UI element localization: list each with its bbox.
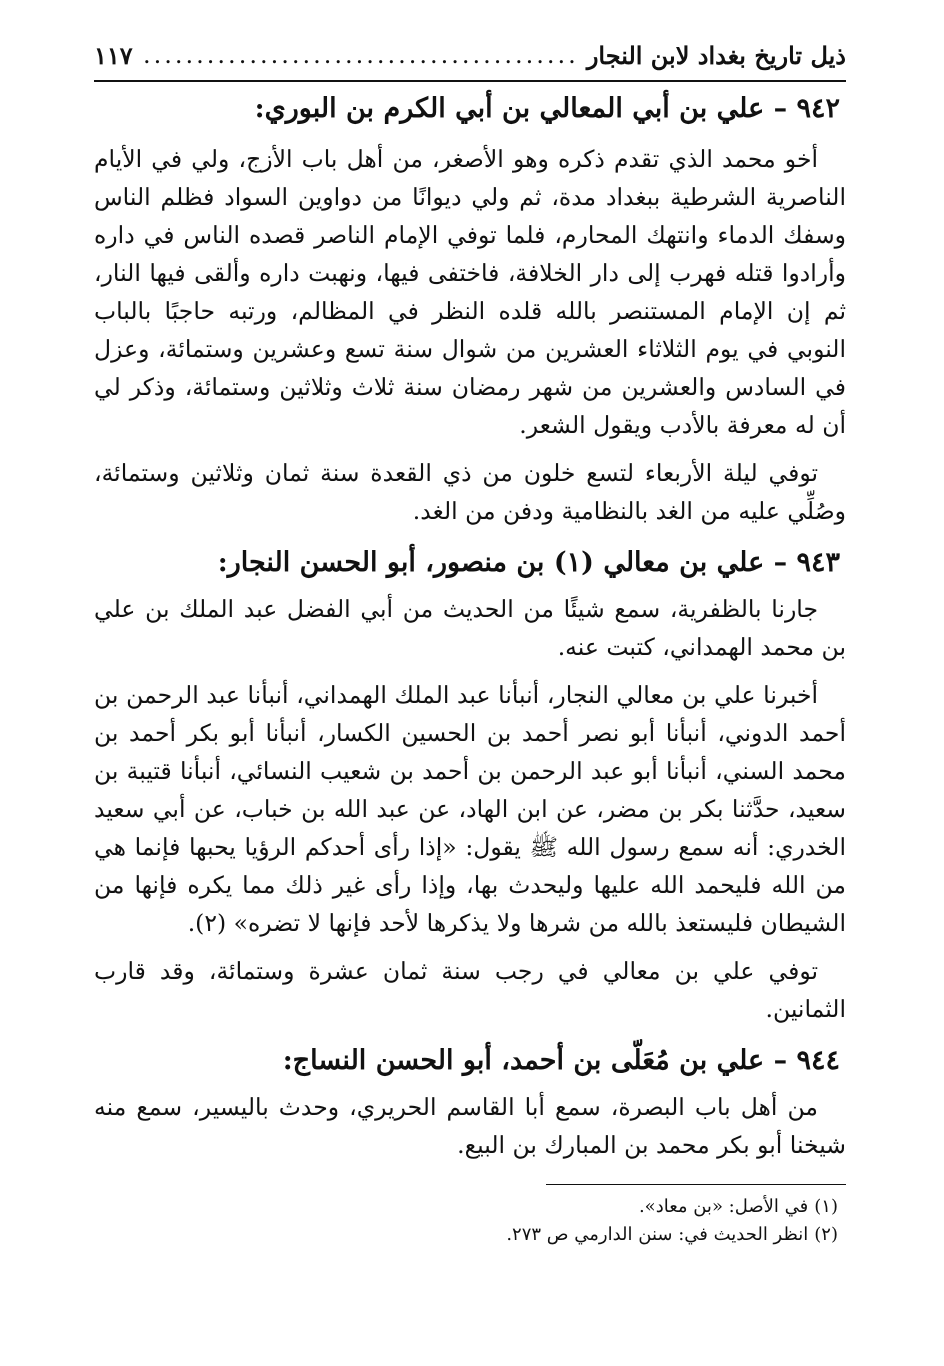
footnote-separator <box>546 1184 846 1185</box>
entry-944-paragraph-1: من أهل باب البصرة، سمع أبا القاسم الحريري، وحدث باليسير، سمع منه شيخنا أبو بكر محمد بن المبارك بن البيع. <box>94 1093 846 1159</box>
footnote-1-number: (١) <box>814 1196 838 1217</box>
running-head-title: ذيل تاريخ بغداد لابن النجار <box>586 40 846 70</box>
entry-944-title: ٩٤٤ – علي بن مُعَلّى بن أحمد، أبو الحسن النساج: <box>282 1045 840 1076</box>
footnote-2-number: (٢) <box>814 1224 838 1245</box>
entry-943-paragraph-1: جارنا بالظفرية، سمع شيئًا من الحديث من أبي الفضل عبد الملك بن علي بن محمد الهمداني، كتبت عنه. <box>94 595 846 661</box>
running-header <box>94 30 846 82</box>
footnote-1-text: في الأصل: «بن معاد». <box>638 1196 809 1217</box>
entry-942-paragraph-1: أخو محمد الذي تقدم ذكره وهو الأصغر، من أهل باب الأزج، ولي في الأيام الناصرية الشرطية ببغداد مدة، ثم ولي ديوانًا من دواوين السواد فظلم الناس وسفك الدماء وانتهك المحارم، فلما توفي الإمام الناصر قصده الناس في داره وأرادوا قتله فهرب إلى دار الخلافة، فاختفى فيها، ونهبت داره وألقى فيها النار، ثم إن الإمام المستنصر بالله قلده النظر في المظالم، ورتبه حاجبًا بالباب النوبي في يوم الثلاثاء العشرين من شوال سنة تسع وعشرين وستمائة، وعزل في السادس والعشرين من شهر رمضان سنة ثلاث وثلاثين وستمائة، وذكر لي أن له معرفة بالأدب ويقول الشعر. <box>94 145 846 439</box>
entry-943-paragraph-2: أخبرنا علي بن معالي النجار، أنبأنا عبد الملك الهمداني، أنبأنا عبد الرحمن بن أحمد الدوني، أنبأنا أبو نصر أحمد بن الحسين الكسار، أنبأنا أبو بكر أحمد بن محمد السني، أنبأنا أبو عبد الرحمن بن أحمد بن شعيب النسائي، أنبأنا قتيبة بن سعيد، حدَّثنا بكر بن مضر، عن ابن الهاد، عن عبد الله بن خباب، عن أبي سعيد الخدري: أنه سمع رسول الله ﷺ يقول: «إذا رأى أحدكم الرؤيا يحبها فإنما هي من الله فليحمد الله عليها وليحدث بها، وإذا رأى غير ذلك مما يكره فإنها من الشيطان فليستعذ بالله من شرها ولا يذكرها لأحد فإنها لا تضره» (٢). <box>94 681 846 937</box>
entry-942-paragraph-2: توفي ليلة الأربعاء لتسع خلون من ذي القعدة سنة ثمان وثلاثين وستمائة، وصُلِّي عليه من الغد بالنظامية ودفن من الغد. <box>94 459 846 525</box>
entry-943-title: ٩٤٣ – علي بن معالي (١) بن منصور، أبو الحسن النجار: <box>217 547 840 578</box>
entry-943-paragraph-3: توفي علي بن معالي في رجب سنة ثمان عشرة وستمائة، وقد قارب الثمانين. <box>94 957 846 1023</box>
footnote-1 <box>94 1193 846 1221</box>
book-page <box>94 30 846 1350</box>
footnote-2 <box>94 1221 846 1249</box>
leader-dots <box>141 41 579 69</box>
entry-942-title: ٩٤٢ – علي بن أبي المعالي بن أبي الكرم بن البوري: <box>254 93 840 124</box>
footnote-2-text: انظر الحديث في: سنن الدارمي ص ٢٧٣. <box>506 1224 809 1245</box>
page-number: ١١٧ <box>94 40 133 70</box>
